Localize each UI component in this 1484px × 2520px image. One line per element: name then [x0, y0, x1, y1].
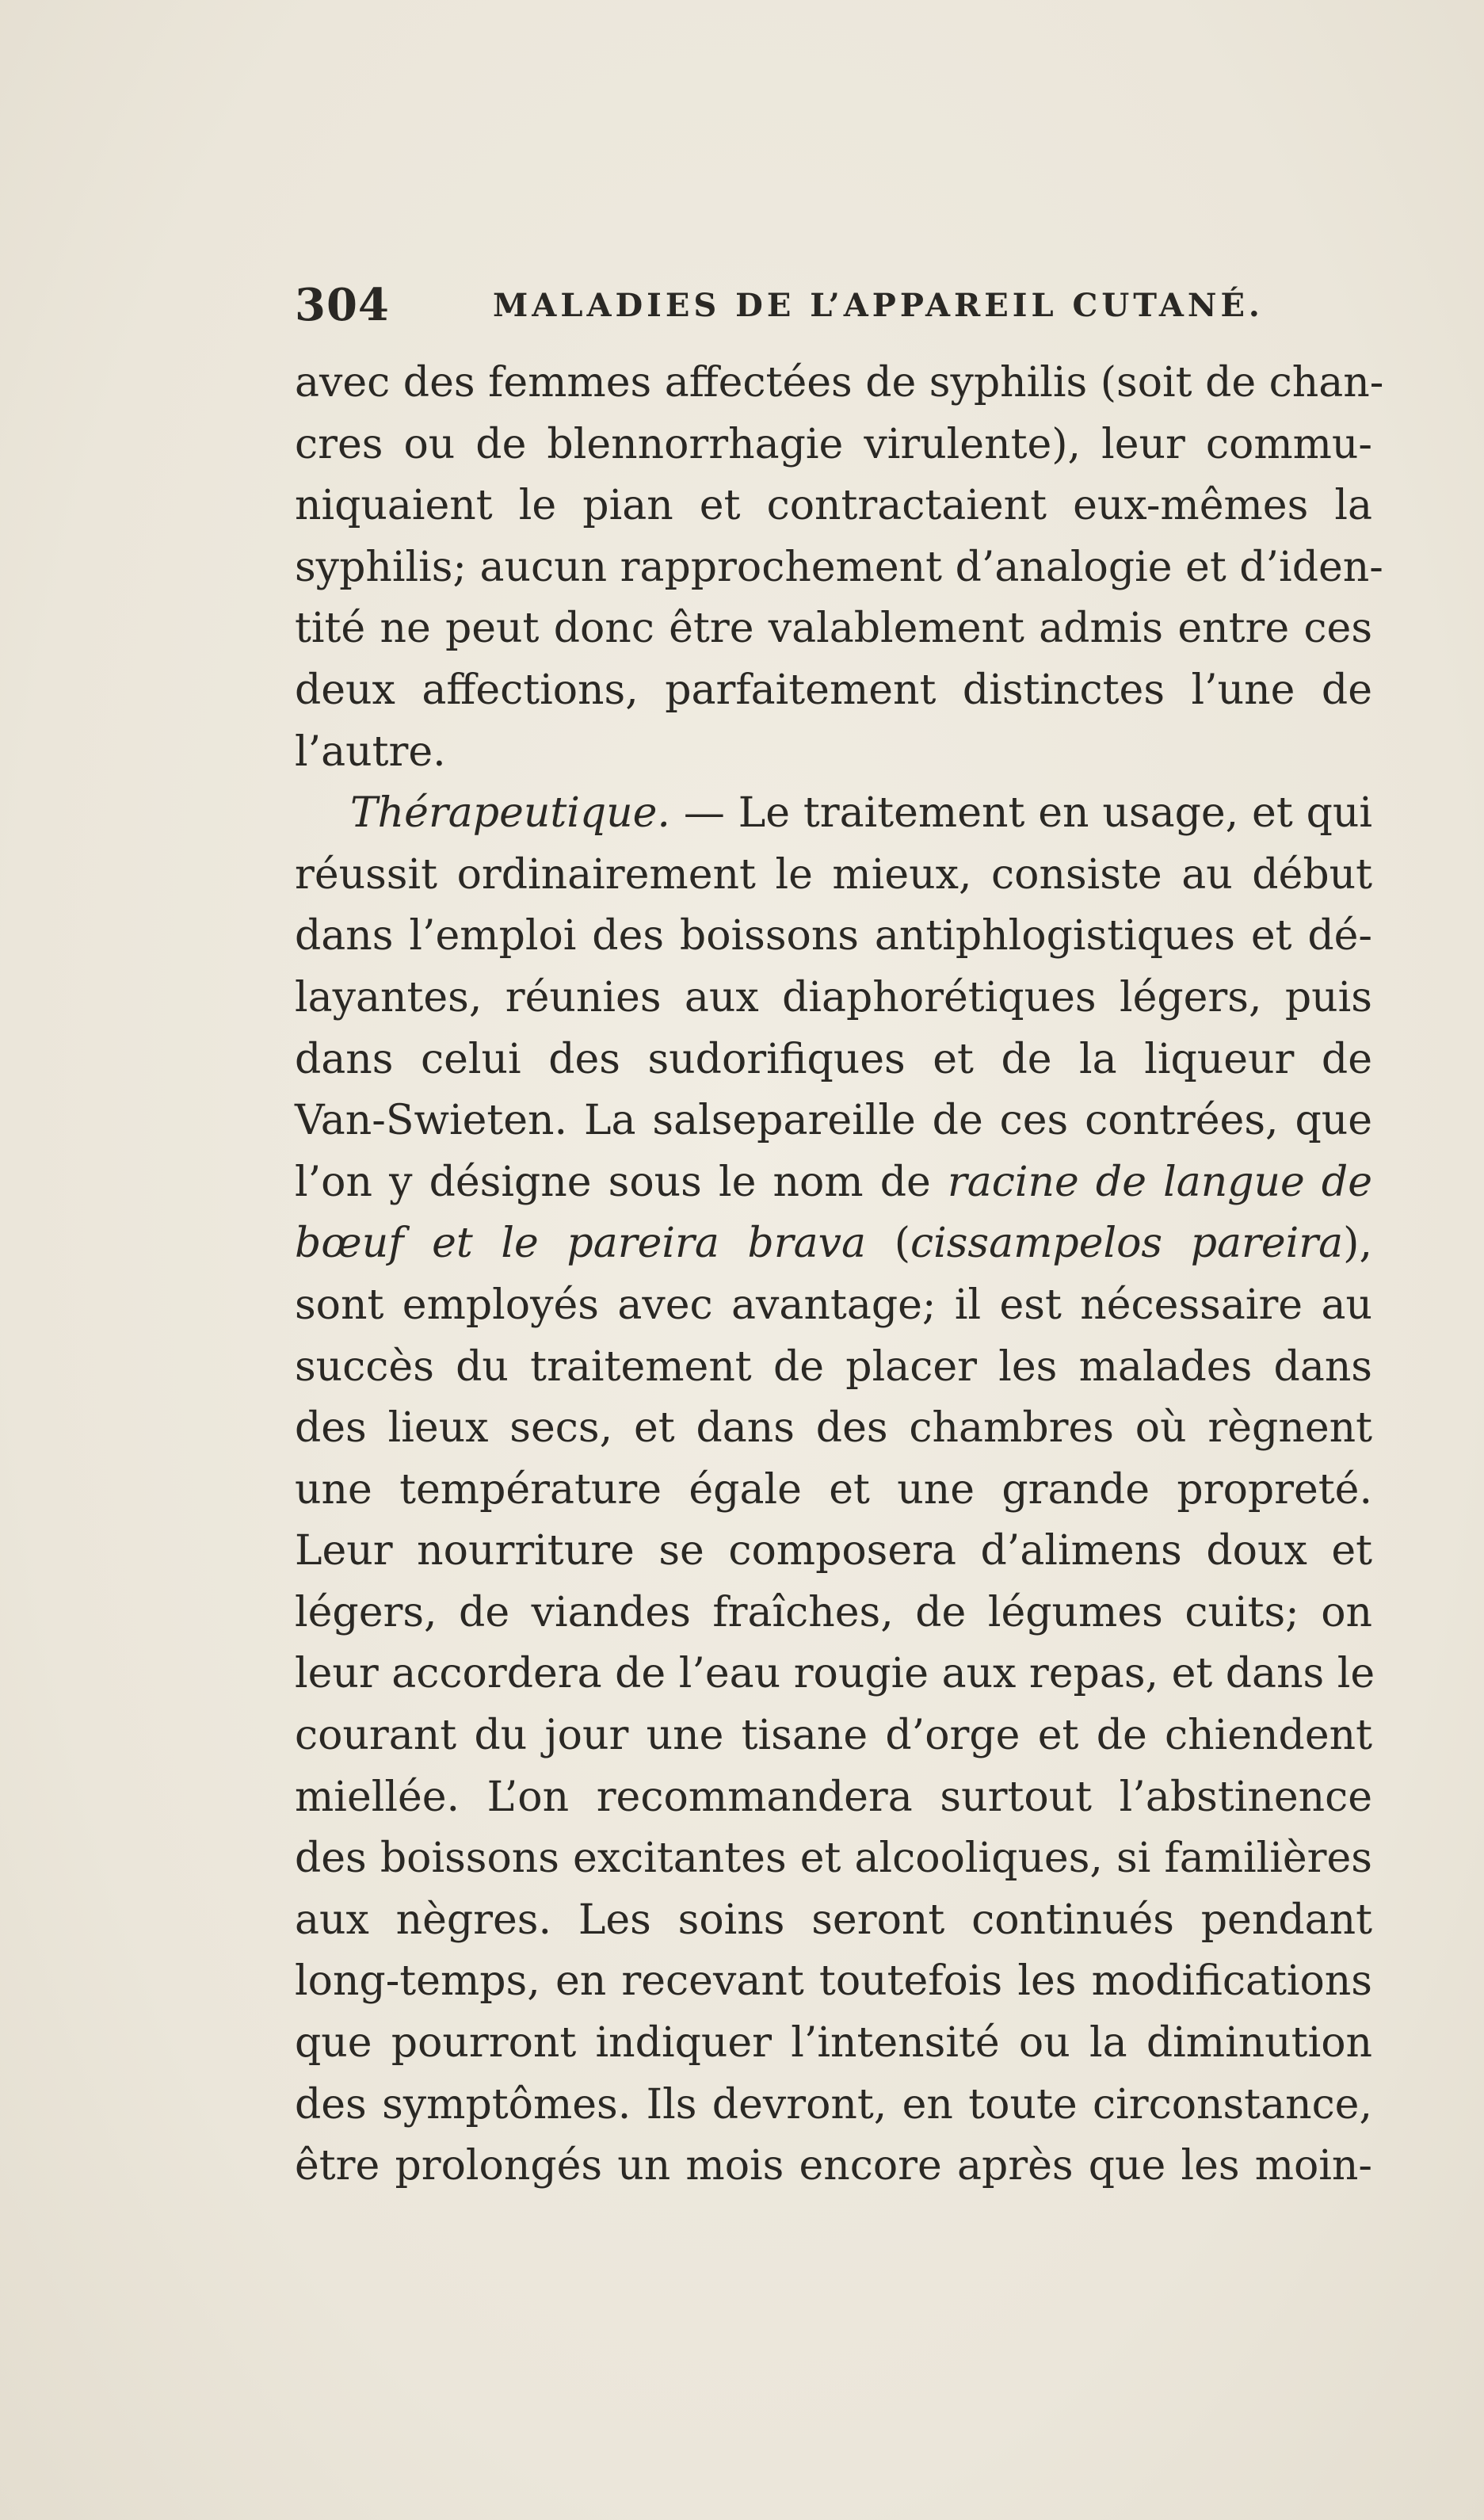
running-title: MALADIES DE L’APPAREIL CUTANÉ. — [493, 287, 1264, 324]
text-line — [295, 1644, 1375, 1705]
page-number: 304 — [295, 279, 390, 331]
text-segment: que pourront indiquer l’intensité ou la diminution — [295, 2019, 1372, 2068]
text-segment: ( — [866, 1220, 910, 1268]
text-line — [295, 1460, 1372, 1522]
text-segment: ), — [1343, 1220, 1372, 1268]
text-segment: l’autre. — [295, 727, 446, 776]
italic-text: bœuf et le pareira brava — [295, 1220, 867, 1268]
text-line — [295, 1337, 1372, 1399]
text-line — [295, 537, 1383, 599]
italic-text: Thérapeutique. — [350, 789, 670, 838]
text-segment: aux nègres. Les soins seront continués pendant — [295, 1896, 1372, 1944]
text-segment: des boissons excitantes et alcooliques, si familières — [295, 1835, 1372, 1883]
text-line — [295, 1275, 1372, 1337]
text-segment: layantes, réunies aux diaphorétiques légers, puis — [295, 973, 1372, 1021]
text-segment: légers, de viandes fraîches, de légumes cuits; on — [295, 1588, 1372, 1636]
text-segment: syphilis; aucun rapprochement d’analogie et d’iden- — [295, 543, 1383, 591]
text-segment: Van-Swieten. La salsepareille de ces contrées, que — [295, 1097, 1372, 1145]
text-line — [295, 598, 1372, 660]
text-line — [295, 660, 1372, 722]
text-line — [295, 1521, 1372, 1583]
text-segment: sont employés avec avantage; il est nécessaire au — [295, 1281, 1372, 1329]
text-segment: long-temps, en recevant toutefois les modifications — [295, 1957, 1372, 2006]
text-line — [295, 2075, 1372, 2136]
text-line — [295, 414, 1372, 476]
text-segment: dans l’emploi des boissons antiphlogistiques et dé- — [295, 912, 1372, 960]
text-segment: courant du jour une tisane d’orge et de chiendent — [295, 1712, 1372, 1760]
text-segment: niquaient le pian et contractaient eux-mêmes la — [295, 482, 1372, 530]
text-line — [295, 1767, 1372, 1829]
page-header — [295, 279, 1372, 334]
text-segment: succès du traitement de placer les malades dans — [295, 1342, 1372, 1391]
text-line — [295, 1090, 1372, 1152]
text-segment: Leur nourriture se composera d’alimens doux et — [295, 1527, 1372, 1575]
text-line — [295, 1951, 1372, 2013]
text-line — [295, 1029, 1372, 1091]
text-line — [295, 1705, 1372, 1767]
text-line — [295, 2136, 1372, 2197]
text-segment: des symptômes. Ils devront, en toute circonstance, — [295, 2080, 1372, 2129]
text-segment: — Le traitement en usage, et qui — [670, 789, 1372, 838]
text-line — [295, 722, 1372, 784]
text-line — [295, 845, 1372, 907]
text-segment: réussit ordinairement le mieux, consiste au début — [295, 850, 1372, 899]
italic-text: racine de langue de — [947, 1158, 1372, 1206]
text-segment: dans celui des sudorifiques et de la liqueur de — [295, 1035, 1372, 1083]
text-line — [295, 353, 1384, 414]
text-segment: leur accordera de l’eau rougie aux repas, et dans le — [295, 1650, 1375, 1698]
text-segment: avec des femmes affectées de syphilis (soit de chan- — [295, 359, 1384, 407]
text-line — [295, 1213, 1372, 1275]
text-segment: tité ne peut donc être valablement admis entre ces — [295, 605, 1372, 653]
text-line — [295, 1828, 1372, 1890]
text-segment: une température égale et une grande propreté. — [295, 1465, 1372, 1514]
text-line — [295, 1152, 1372, 1214]
text-line — [295, 475, 1372, 537]
text-line — [295, 1890, 1372, 1952]
text-segment: être prolongés un mois encore après que les moin- — [295, 2142, 1372, 2190]
body-text — [295, 353, 1384, 2197]
text-line — [295, 783, 1372, 845]
text-segment: cres ou de blennorrhagie virulente), leur commu- — [295, 420, 1372, 468]
text-line — [295, 2013, 1372, 2075]
text-segment: deux affections, parfaitement distinctes l’une de — [295, 666, 1372, 714]
text-segment: des lieux secs, et dans des chambres où règnent — [295, 1404, 1372, 1453]
text-line — [295, 968, 1372, 1029]
text-segment: miellée. L’on recommandera surtout l’abstinence — [295, 1773, 1372, 1821]
text-line — [295, 906, 1372, 968]
text-segment: l’on y désigne sous le nom de — [295, 1158, 948, 1206]
text-line — [295, 1583, 1372, 1644]
text-line — [295, 1398, 1372, 1460]
italic-text: cissampelos pareira — [910, 1220, 1344, 1268]
